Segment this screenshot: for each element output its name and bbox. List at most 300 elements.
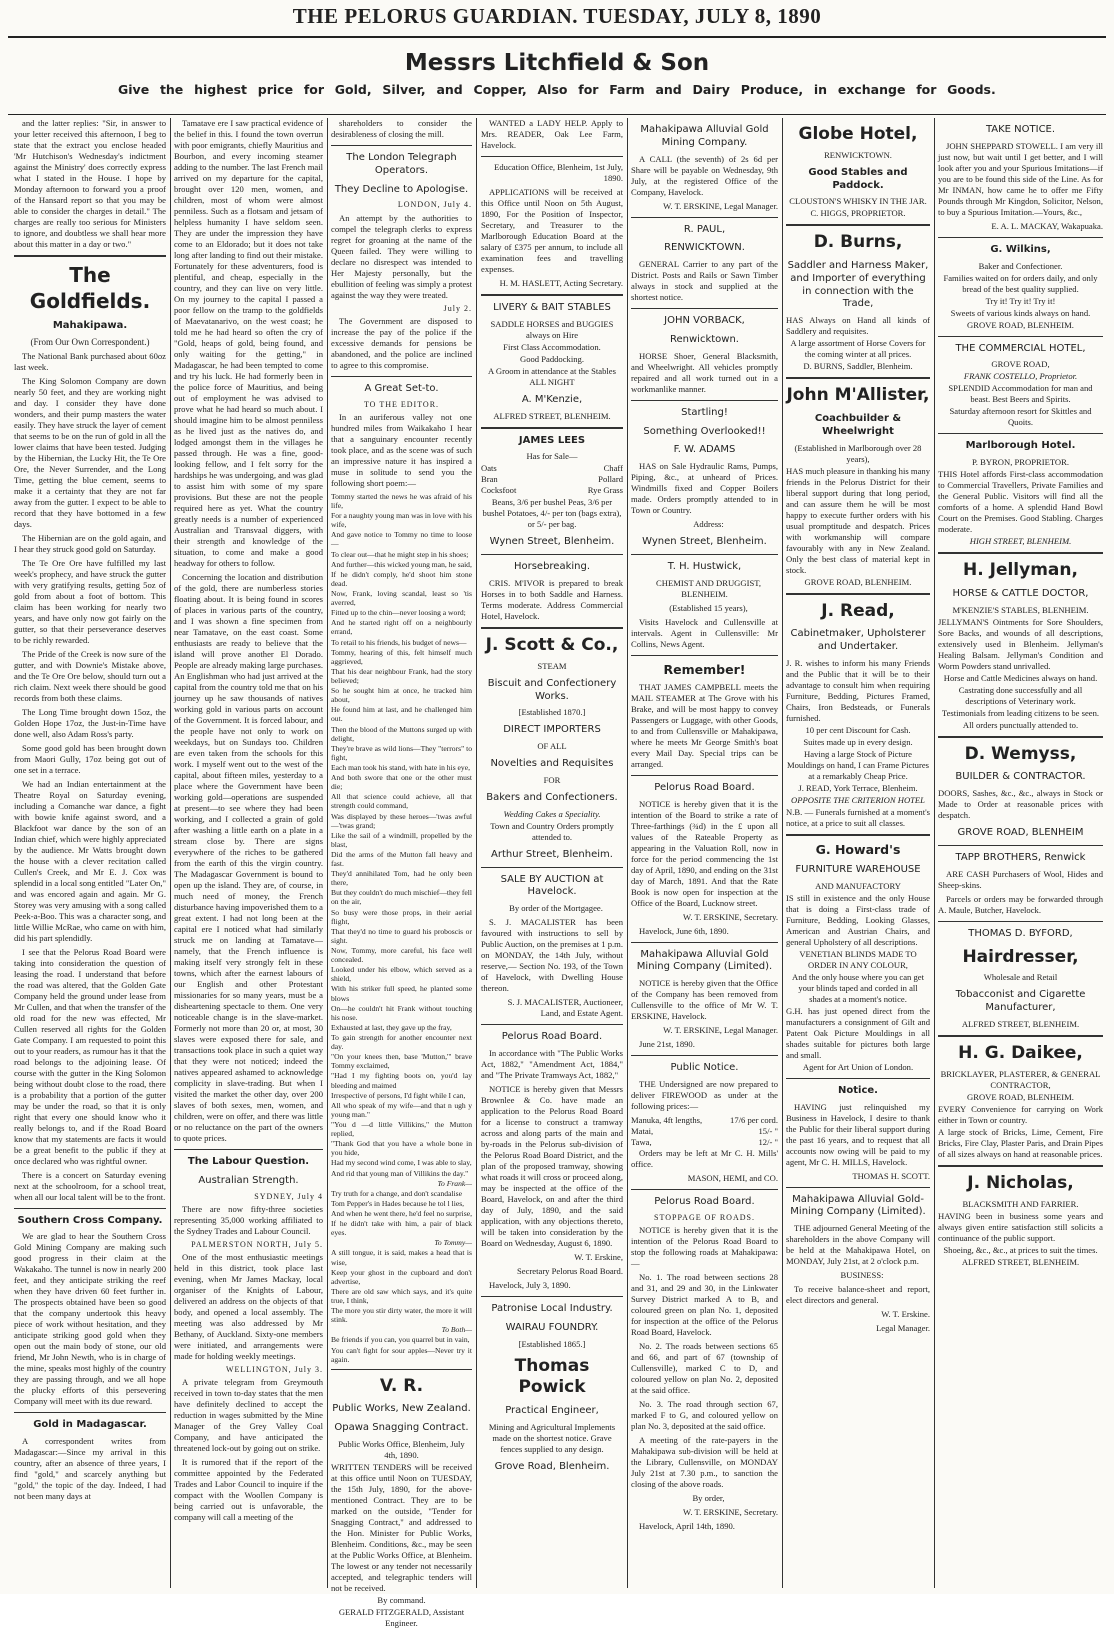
article-text: One of the most enthusiastic meetings held in this district, took place last evening, when Mr James Mackay, local organiser of the Knights of Labour, delivered an address on the objects of that body, and opened a local assembly. The meeting was also addressed by Mr Bethany, of Auckland. Sixty-one members were initiated, and arrangements were made for holding weekly meetings. <box>174 1252 323 1362</box>
ad-address: ALFRED STREET, BLENHEIM. <box>961 1256 1080 1267</box>
article-text: The National Bank purchased about 60oz last week. <box>14 350 166 372</box>
ad-text: GROVE ROAD, <box>991 359 1050 370</box>
ad-dateline: Havelock, April 14th, 1890. <box>639 1520 735 1531</box>
road-item: No. 2. The roads between sections 65 and 66, and part of 67 (township of Cullensville), marked C to D, and coloured yellow on plan No. 2, deposited at the said office. <box>631 1340 778 1395</box>
ad-dateline: Public Works Office, Blenheim, July 4th, 1890. <box>338 1439 465 1461</box>
poem-line: Then the blood of the Muttons surged up with delight, <box>331 724 472 743</box>
poem-line: That his dear neighbour Frank, had the story believed; <box>331 666 472 685</box>
ad-heading: Startling! <box>681 406 728 418</box>
poem-line: Tommy, hearing of this, felt himself much aggrieved, <box>331 647 472 666</box>
ad-subheading: HORSE & CATTLE DOCTOR, <box>952 587 1089 599</box>
grain-item: Chaff <box>603 463 623 474</box>
ad-subheading: WAIRAU FOUNDRY. <box>505 1321 599 1333</box>
ad-text: HAVING just relinquished my Business in Havelock, I desire to thank the Public for their liberal support during the past 16 years, and to request that all accounts now owing will be paid to my agent, Mr C. H. MILLS, Havelock. <box>786 1101 930 1167</box>
divider <box>481 1024 623 1025</box>
tag-word: exchange <box>837 82 906 97</box>
ad-text: And the only house where you can get your blinds taped and corded in all shades at a moment's notice. <box>792 971 924 1004</box>
ad-heading: Mahakipawa Alluvial Gold-Mining Company (Limited). <box>790 1193 926 1218</box>
ad-address: ALFRED STREET, BLENHEIM. <box>961 1019 1080 1030</box>
ad-heading: Pelorus Road Board. <box>501 1031 603 1043</box>
ad-text: Sweets of various kinds always on hand. <box>950 307 1091 318</box>
ad-heading: LIVERY & BAIT STABLES <box>493 302 611 313</box>
poem-line: Tommy started the news he was afraid of his life, <box>331 491 472 510</box>
ad-text: THAT JAMES CAMPBELL meets the MAIL STEAMER at The Grove with his Brake, and will be most happy to convey Passengers or Luggage, with other Goods, to and from Cullensville or Mahakipawa, where he meets Mr George Smith's boat every Mail Day. Special trips can be arranged. <box>631 681 778 769</box>
ad-signature: W. T. ERSKINE, Secretary. <box>683 1506 778 1517</box>
grain-row <box>481 485 623 496</box>
poem-line: Now, Tommy, more careful, his face well concealed. <box>331 946 472 965</box>
ad-text: BUSINESS: <box>840 1270 884 1281</box>
tag-word: and <box>436 82 463 97</box>
ad-signature: Secretary Pelorus Road Board. <box>517 1265 623 1276</box>
wood-type: Tawa, <box>631 1136 652 1147</box>
ad-address: Grove Road, Blenheim. <box>494 1460 610 1472</box>
divider <box>938 336 1103 337</box>
ad-address: Arthur Street, Blenheim. <box>491 848 613 860</box>
article-heading: Southern Cross Company. <box>17 1214 163 1226</box>
column-4 <box>481 118 623 1588</box>
divider <box>786 593 930 595</box>
ad-heading: D. Wemyss, <box>964 743 1077 764</box>
howard-advertisement <box>786 842 930 1073</box>
ad-text: Parcels or orders may be forwarded through A. Maule, Butcher, Havelock. <box>938 893 1103 915</box>
divider <box>631 1055 778 1056</box>
divider <box>631 217 778 218</box>
article-text: The Pride of the Creek is now sure of the gutter, and with Downie's Mistake above, and the Te Ore Ore below, should turn out a rich claim. Next week there should be good records from both these claims. <box>14 648 166 703</box>
poem-line: Tom Pepper's in Hades because he tol l lies, <box>331 1198 465 1208</box>
divider <box>938 237 1103 238</box>
divider <box>938 736 1103 738</box>
ad-heading: Globe Hotel, <box>798 124 918 144</box>
ad-address: GROVE ROAD, BLENHEIM. <box>967 1091 1074 1102</box>
ad-text: Agent for Art Union of London. <box>802 1061 914 1072</box>
poem-line: And gave notice to Tommy no time to loose— <box>331 530 472 549</box>
ad-text: Address: <box>693 519 724 530</box>
read-advertisement <box>786 601 930 829</box>
marlborough-hotel-advertisement <box>938 440 1103 547</box>
ad-heading: Mahakipawa Alluvial Gold Mining Company. <box>640 124 769 148</box>
ad-text: To receive balance-sheet and report, elect directors and general. <box>786 1284 930 1306</box>
poem-line: There are old saw which says, and it's quite true, I think, <box>331 1286 472 1305</box>
ad-text: Wedding Cakes a Speciality. <box>503 808 601 819</box>
ad-dateline: Havelock, June 6th, 1890. <box>639 925 729 936</box>
wood-price: 12/- " <box>758 1136 778 1147</box>
column-rule <box>627 118 628 1588</box>
ad-text: THIS Hotel affords First-class accommodation to Commercial Travellers, Private Families and the General Public. Visitors will find all the comforts of a home. A splendid Hand Bowl Court on the Premises. Good Stabling. Charges moderate. <box>938 469 1103 535</box>
ad-address: GROVE ROAD, BLENHEIM <box>957 827 1084 839</box>
poem-line: To retail to his friends, his budget of news— <box>331 637 467 647</box>
dateline: SYDNEY, July 4 <box>254 1191 323 1201</box>
ad-signature: D. BURNS, Saddler, Blenheim. <box>803 361 913 372</box>
ad-text: First Class Accommodation. <box>503 341 601 352</box>
article-text: There is a concert on Saturday evening next at the schoolroom, for a school treat, when all our local talent will be to the front. <box>14 1169 166 1202</box>
jellyman-advertisement <box>938 560 1103 731</box>
divider <box>481 156 623 157</box>
masthead: THE PELORUS GUARDIAN. TUESDAY, JULY 8, 1890 <box>292 4 822 28</box>
ad-subheading: Opawa Snagging Contract. <box>334 1422 469 1434</box>
ad-text: JELLYMAN'S Ointments for Sore Shoulders, Sore Backs, and wounds of all descriptions, extensively used in Blenheim. Jellyman's Healing Balsam. Jellyman's Condition and Worm Powders stand unrivalled. <box>938 616 1103 671</box>
ad-text: S. J. MACALISTER has been favoured with instructions to sell by Public Auction, on the premises at 1 p.m. on MONDAY, the 14th July, without reserve,— Section No. 193, of the Town of Havelock, with Dwelling House thereon. <box>481 917 623 994</box>
ad-heading: J. Nicholas, <box>967 1172 1074 1193</box>
ad-text: Testimonials from leading citizens to be seen. <box>941 707 1100 718</box>
ad-signature: W. T. Erskine, <box>574 1251 623 1262</box>
ad-address: GROVE ROAD, BLENHEIM. <box>804 576 912 587</box>
article-text: We had an Indian entertainment at the Theatre Royal on Saturday evening, including a Comanche war dance, a fight with bowie knife against sword, and a Blackfoot war dance by the son of an Indian chief, which were highly appreciated by the audience. Mr Watts brought down the house with a clever recitation called Cullen's Creek, and Mr E. J. Cox was splendid in a local song entitled "Later On," and was encored again and again. Mr G. Storey was very amusing with a song called Peek-a-Boo. This was a character song, and little Willie McRae, who came on with him, did his part splendidly. <box>14 778 166 943</box>
ad-heading: T. H. Hustwick, <box>667 560 742 572</box>
ad-subheading: Renwicktown. <box>670 333 739 345</box>
ad-text: Families waited on for orders daily, and only bread of the best quality supplied. <box>943 272 1098 294</box>
public-works-advertisement <box>331 1376 472 1629</box>
ad-subheading: Good Stables and Paddock. <box>808 166 908 191</box>
divider <box>631 554 778 555</box>
divider <box>786 377 930 379</box>
grain-row <box>481 463 623 474</box>
tag-word: for <box>303 82 325 97</box>
ad-text: HAVING been in business some years and always given entire satisfaction still solicits a continuance of the public support. <box>938 1210 1103 1243</box>
column-rule <box>782 118 783 1588</box>
article-heading: The London Telegraph Operators. <box>346 152 457 176</box>
divider <box>631 655 778 656</box>
wood-price: 15/- " <box>758 1125 778 1136</box>
ad-text: A meeting of the rate-payers in the Mahakipawa sub-division will be held at the Library, Cullensville, on MONDAY July 21st at 7.30 p.m., to sanction the closing of the above roads. <box>631 1434 778 1489</box>
ad-subheading: FURNITURE WAREHOUSE <box>795 863 921 875</box>
ad-signature: W. T. ERSKINE, Legal Manager. <box>663 200 778 211</box>
ad-text: Visits Havelock and Cullensville at intervals. Agent in Cullensville: Mr Collins, News Agent. <box>631 616 778 649</box>
ad-heading: Notice. <box>838 1084 878 1096</box>
poem-line: Be friends if you can, you quarrel but in vain, <box>331 1335 470 1345</box>
tag-word: Goods. <box>947 82 996 97</box>
ad-subheading: Tobacconist and Cigarette Manufacturer, <box>955 989 1086 1014</box>
tag-word: Dairy <box>692 82 730 97</box>
poem-line: To gain strength for another encounter next day. <box>331 1033 472 1052</box>
ad-heading: Mahakipawa Alluvial Gold Mining Company (Limited). <box>636 948 773 973</box>
ad-text: NOTICE is hereby given that the Office of the Company has been removed from Cullensville to the office of Mr W. T. ERSKINE, Havelock. <box>631 978 778 1022</box>
article-heading: The Goldfields. <box>29 263 151 313</box>
article-text: The Government are disposed to increase the pay of the police if the excessive demands for pensions be abandoned, and the police are inclined to agree to this compromise. <box>331 315 472 370</box>
ad-text: Town and Country Orders promptly attended to. <box>490 820 614 842</box>
ad-address: GROVE ROAD, BLENHEIM. <box>967 319 1074 330</box>
column-rule <box>327 118 328 1588</box>
grain-item: Pollard <box>598 474 623 485</box>
poem-line: The more you stir dirty water, the more it will stink. <box>331 1306 472 1325</box>
ad-heading: TAKE NOTICE. <box>985 124 1056 135</box>
ad-text: Baker and Confectioner. <box>978 260 1063 271</box>
lees-advertisement <box>481 435 623 550</box>
ad-text: NOTICE is hereby given that Messrs Brownlee & Co. have made an application to the Pelorus Road Board for a license to construct a tramway across and along parts of the main and by-roads in the Pelorus sub-division of the Pelorus Road Board District, and the plan of the proposed tramway, showing what roads it will cross or proceed along, may be inspected at the office of the Board, Havelock, on and after the third day of July, 1890, and the said application, with any objections thereto, will be taken into consideration by the Board on Wednesday, August 6, 1890. <box>481 1083 623 1248</box>
ad-text: [Established 1865.] <box>518 1338 586 1349</box>
road-item: No. 1. The road between sections 28 and 31, and 29 and 30, in the Linkwater Survey District marked A to B, and coloured green on plan No. 1, deposited for inspection at the office of the Pelorus Road Board, Havelock. <box>631 1271 778 1337</box>
poem-line: Did the arms of the Mutton fall heavy and fast. <box>331 849 472 869</box>
poem-address: To Tommy— <box>434 1238 472 1248</box>
banner-title: Messrs Litchfield & Son <box>404 50 710 76</box>
divider <box>938 433 1103 434</box>
ad-text: G.H. has just opened direct from the manufacturers a consignment of Gilt and Patent Oak Picture Mouldings in all shades suitable for pictures both large and small. <box>786 1005 930 1060</box>
ad-subheading: Biscuit and Confectionery Works. <box>487 677 617 702</box>
dateline: WELLINGTON, July 3. <box>225 1365 323 1375</box>
ad-text: ARE CASH Purchasers of Wool, Hides and Sheep-skins. <box>938 868 1103 890</box>
article-text: Some good gold has been brought down from Maori Gully, 17oz being got out of one set in a terrace. <box>14 742 166 775</box>
divider <box>631 308 778 309</box>
ad-text: FOR <box>543 774 561 785</box>
ad-dateline: June 21st, 1890. <box>639 1039 695 1050</box>
divider <box>331 376 472 377</box>
ad-text: Good Paddocking. <box>520 353 584 364</box>
dateline: LONDON, July 4. <box>397 200 472 210</box>
ad-text: HAS much pleasure in thanking his many friends in the Pelorus District for their liberal support during that long period, and can assure them he will be most happy to execute further orders with his usual promptitude and despatch. Prices with workmanship will compare favourably with any in New Zealand. Only the best class of material kept in stock. <box>786 465 930 575</box>
poem-address: To Both— <box>441 1325 472 1335</box>
road-item: No. 3. The road through section 67, marked F to G, and coloured yellow on plan No. 3, deposited at the said office. <box>631 1398 778 1431</box>
poem-line: "Thank God that you have a whole bone in you hide, <box>331 1139 472 1158</box>
poem-line: And when he went there, he'd feel no surprise, <box>331 1208 472 1218</box>
ad-subheading: Novelties and Requisites <box>490 758 614 770</box>
tag-word: Copper, <box>473 82 527 97</box>
poem-line: Like the sail of a windmill, propelled by the blast, <box>331 830 472 849</box>
ad-heading: V. R. <box>379 1375 424 1396</box>
ad-text: VENETIAN BLINDS MADE TO ORDER IN ANY COLOUR, <box>799 948 917 970</box>
ad-subheading: Bakers and Confectioners. <box>486 791 618 803</box>
divider <box>481 554 623 555</box>
ad-text: N.B. — Funerals furnished at a moment's notice, at a price to suit all classes. <box>786 806 930 828</box>
ad-text: Having a large Stock of Picture Mouldings on hand, I can Frame Pictures at a remarkably Cheap Price. <box>786 748 929 781</box>
ad-text: [Established 1870.] <box>518 707 586 718</box>
ad-subheading: Something Overlooked!! <box>643 425 766 437</box>
ad-name: A. M'Kenzie, <box>521 393 583 405</box>
article-text: shareholders to consider the desirableness of closing the mill. <box>331 118 472 139</box>
ad-text: Beans, 3/6 per bushel Peas, 3/6 per bushel Potatoes, 4/- per ton (bags extra), or 5/- per bag. <box>482 497 622 530</box>
ad-text: THE adjourned General Meeting of the shareholders in the above Company will be held at the Mahakipawa Hotel, on MONDAY, July 21st, at 2 o'clock p.m. <box>786 1223 930 1267</box>
ad-heading: Remember! <box>663 661 746 677</box>
ad-dateline: Education Office, Blenheim, 1st July, 1890. <box>494 162 623 183</box>
article-text: It is rumored that if the report of the committee appointed by the Federated Trades and Labor Council to inquire if the compact with the Woollen Company is being carried out is unfavorable, the company will call a meeting of the <box>174 1457 323 1523</box>
byline: (From Our Own Correspondent.) <box>30 336 150 347</box>
poem-address: To Frank— <box>437 1178 472 1188</box>
column-2 <box>174 118 323 1588</box>
divider <box>331 1369 472 1370</box>
divider <box>938 1165 1103 1167</box>
ad-subheading: Practical Engineer, <box>505 1405 599 1416</box>
article-text: The Hibernian are on the gold again, and I hear they struck good gold on Saturday. <box>14 532 166 554</box>
ad-text: Saturday afternoon resort for Skittles and Quoits. <box>949 406 1092 428</box>
wilkins-advertisement <box>938 244 1103 331</box>
ad-subheading: Public Works, New Zealand. <box>332 1403 471 1415</box>
tag-word: Farm <box>609 82 645 97</box>
ad-text: SPLENDID Accommodation for man and beast. Best Beers and Spirits. <box>948 383 1093 405</box>
ad-subheading: BUILDER & CONTRACTOR. <box>955 771 1086 783</box>
tag-word: Silver, <box>382 82 426 97</box>
poem-line: Had my second wind come, I was able to slay, <box>331 1158 472 1168</box>
poem-line: You can't fight for sour apples—Never try it again. <box>331 1345 472 1364</box>
powick-advertisement <box>481 1303 623 1474</box>
poem-line: Fitted up to the chin—never loosing a word; <box>331 608 466 618</box>
grain-item: Rye Grass <box>587 485 623 496</box>
ad-signature: J. READ, York Terrace, Blenheim. <box>798 782 918 793</box>
burns-advertisement <box>786 232 930 372</box>
divider <box>481 294 623 296</box>
ad-text: A large stock of Bricks, Lime, Cement, Fire Bricks, Fire Clay, Plaster Paris, and Drain Pipes of all sizes always on hand at reasonable prices. <box>938 1126 1103 1159</box>
ad-heading: Public Notice. <box>670 1062 739 1074</box>
divider <box>481 627 623 629</box>
poem-line: Exhausted at last, they gave up the fray, <box>331 1022 452 1032</box>
ad-heading: D. Burns, <box>813 232 903 253</box>
poem <box>331 492 472 1364</box>
firewood-row <box>631 1115 778 1126</box>
ad-text: (Established 15 years), <box>669 602 748 613</box>
poem-line: He found him at last, and he challenged him out. <box>331 705 472 724</box>
grain-item: Bran <box>481 474 498 485</box>
ad-text: HAS on Sale Hydraulic Rams, Pumps, Piping, &c., at unheard of Prices. Windmills fixed and Copper Boilers made. Orders promptly attended to in Town or Country. <box>631 461 778 516</box>
ad-heading: J. Scott & Co., <box>485 634 619 655</box>
article-text: Concerning the location and distribution of the gold, there are numberless stories floating about. It is being found in scores of places in various parts of the country, and I was shown a fine specimen from near Tamatave, on the east coast. Some enthusiasts are ready to believe that the island will prove another El Dorado. People are already making large purchases. An Englishman who had just arrived at the capital from the country told me that on his journey up he saw thousands of natives working gold in various parts on account of the Government. It is forced labour, and the people have not only to work on weekdays, but on Sundays too. Children are even taken from the schools for this work. I myself went out to the west of the capital, about fifteen miles, yesterday to a place where the Government have been working gold—operations are suspended at present—to see where they had been working, and I collected a grain of gold after washing a little earth on a plate in a stream close by. There are signs everywhere of the riches to be gathered from the earth of this the virgin country. The Madagascar Government is bound to open up the island. They are, of course, in much need of money, the French disturbance having impoverished them to a great extent. I had not long been at the capital ere I noticed what had similarly struck me on landing at Tamatave—namely, that the French influence is making itself very strongly felt in these towns, which after the earnest labours of our English and other Protestant missionaries for so many years, must be a disheartening spectacle to them. One very noticeable change is in the slave-market. Formerly not more than 20 or, at most, 30 slaves were exposed there for sale, and transactions took place in such a quiet way that they were not noticed; indeed the natives appeared ashamed to acknowledge complicity in slave-trading. But when I visited the market the other day, over 200 slaves of both sexes, men, women, and children, were on offer, and there was little or no reluctance on the part of the owners to quote prices. <box>174 572 323 1143</box>
poem-line: So he sought him at once, he tracked him about, <box>331 686 472 705</box>
ad-text: Orders may be left at Mr C. H. Mills' office. <box>631 1147 778 1169</box>
article-text: Tamatave ere I saw practical evidence of the belief in this. I found the town overrun with poor emigrants, chiefly Mauritius and Bourbon, and every incoming steamer adding to the number. The last French mail arrived on my departure for the capital, brought over 120 men, women, and children, most of whom were almost penniless. Such as a flotsam and jetsam of helpless humanity I have seldom seen. They are under the impression they have come to an Eldorado; but it does not take long after landing to find out their mistake. Fortunately for these adventurers, food is plentiful, and cheap, especially in the country, and they can live on very little. On my journey to the capital I passed a poor fellow on the tramp to the goldfields of Maevatanarivo, on the west coast; he told me he had heard so often the cry of "Gold, heaps of gold, being found, and only waiting for the getting," in Madagascar, he had been tempted to come and try his luck. He had formerly been in the police force of Mauritius, and being out of employment he was advised to prove what he had heard so much about. I should imagine him to be almost penniless as he lived just as the natives do, and lodged amongst them in the villages he passed through. He was a fine, good-looking fellow, and I felt sorry for the hardships he was undergoing, and was glad to assist him with some of my spare provisions. But these are not the people required here as yet. What the country greatly needs is a number of experienced Australian and Transvaal diggers, with their strength and knowledge of the situation, to come and make a good headway for others to follow. <box>174 118 324 568</box>
divider <box>786 1078 930 1079</box>
article-text: and the latter replies: "Sir, in answer to your letter received this afternoon, I beg to state that the extract you enclose headed 'Mr Hutchison's Wednesday's indictment against the Ministry' does correctly express what I stated in the House. I hope by Monday afternoon to forward you a proof of the Hansard report so that you may be able to consider the charges in detail." The charges are really too serious for Ministers to ignore, and doubtless we shall hear more about this matter in a day or two." <box>14 118 166 249</box>
poem-line: All who speak of my wife—and that n ugh y young man." <box>331 1100 472 1119</box>
ad-text: J. R. wishes to inform his many Friends and the Public that it will be to their advantage to consult him when requiring Furniture, Bedding, Pictures Framed, Chairs, Iron Bedsteads, or Funerals furnished. <box>786 657 930 723</box>
poem-line: If he didn't take with him, a pair of black eyes. <box>331 1219 472 1238</box>
banner-advertisement <box>8 38 1106 115</box>
firewood-row <box>631 1126 778 1137</box>
ad-text: A Groom in attendance at the Stables ALL NIGHT <box>488 365 616 387</box>
ad-text: A large assortment of Horse Covers for the coming winter at all prices. <box>790 338 926 360</box>
ad-text: STEAM <box>537 660 567 671</box>
article-text: The Long Time brought down 15oz, the Golden Hope 17oz, the Just-in-Time have done well, also Adam Ross's party. <box>14 706 166 739</box>
article-heading: The Labour Question. <box>187 1156 310 1167</box>
divider <box>786 1187 930 1188</box>
divider <box>786 224 930 226</box>
ad-address: HIGH STREET, BLENHEIM. <box>969 536 1072 547</box>
ad-text: OF ALL <box>537 741 567 752</box>
ad-text: BRICKLAYER, PLASTERER, & GENERAL CONTRACTOR, <box>940 1068 1101 1090</box>
ad-text: WANTED a LADY HELP. Apply to Mrs. READER, Oak Lee Farm, Havelock. <box>481 118 623 150</box>
ad-subheading: STOPPAGE OF ROADS. <box>654 1212 755 1222</box>
poem-line: Keep your ghost in the cupboard and don't advertise, <box>331 1267 472 1286</box>
ad-subheading: Cabinetmaker, Upholsterer and Undertaker. <box>790 628 926 653</box>
divider <box>481 867 623 868</box>
ad-heading: Marlborough Hotel. <box>965 440 1076 452</box>
article-text: There are now fifty-three societies representing 35,000 working affiliated to the Sydney Trades and Labour Council. <box>174 1203 323 1236</box>
ad-heading: THE COMMERCIAL HOTEL, <box>955 342 1086 354</box>
ad-text: Castrating done successfully and all descriptions of Veterinary work. <box>958 684 1083 706</box>
ad-text: Has for Sale— <box>526 451 578 462</box>
tag-word: Gold, <box>334 82 372 97</box>
column-6 <box>786 118 930 1588</box>
article-text: A private telegram from Greymouth received in town to-day states that the men have definitely declined to accept the reduction in wages submitted by the Mine Manager of the Grey Valley Coal Company, and have anticipated the threatened lock-out by going out on strike. <box>174 1377 323 1454</box>
article-subheading: Australian Strength. <box>198 1174 299 1186</box>
divider <box>631 1189 778 1190</box>
poem-line: So busy were those props, in their aerial flight, <box>331 907 472 926</box>
globe-hotel-advertisement <box>786 124 930 219</box>
ad-text: Wholesale and Retail <box>983 972 1058 983</box>
column-rule <box>934 118 935 1588</box>
poem-line: A still tongue, it is said, makes a head that is wise, <box>331 1248 472 1267</box>
ad-signature: W. T. ERSKINE, Legal Manager. <box>663 1025 778 1036</box>
ad-text: CRIS. M'IVOR is prepared to break Horses in to both Saddle and Harness. Terms moderate. Address Commercial Hotel, Havelock. <box>481 577 623 621</box>
tag-word: the <box>159 82 184 97</box>
poem-line: "You d —d little Villikins," the Mutton replied, <box>331 1120 472 1139</box>
livery-advertisement <box>481 302 623 422</box>
ad-name: F. W. ADAMS <box>673 444 736 456</box>
article-text: A correspondent writes from Madagascar:—Since my arrival in this country, after an absence of three years, I find "gold," and scarcely anything but "gold," the topic of the day. Indeed, I had not been many days at <box>14 1436 166 1502</box>
column-3 <box>331 118 472 1629</box>
ad-text: NOTICE is hereby given that it is the intention of the Pelorus Road Board to stop the following roads at Mahakipawa:— <box>631 1224 778 1268</box>
ad-heading: G. Howard's <box>815 841 901 857</box>
ad-heading: JAMES LEES <box>518 434 586 446</box>
ad-heading: H. G. Daikee, <box>958 1043 1083 1064</box>
ad-text: (Established in Marlborough over 28 years), <box>794 442 922 464</box>
grain-item: Cocksfoot <box>481 485 517 496</box>
divider <box>938 845 1103 846</box>
poem-line: For a naughty young man was in love with his wife, <box>331 511 472 530</box>
poem-line: They're brave as wild lions—They "terrors" to fight, <box>331 743 472 762</box>
ad-text: HORSE Shoer, General Blacksmith, and Wheelwright. All vehicles promptly repaired and all work turned out in a workmanlike manner. <box>631 350 778 394</box>
ad-signature: W. T. Erskine. <box>881 1309 930 1320</box>
ad-text: CLOUSTON'S WHISKY IN THE JAR. <box>789 196 927 207</box>
ad-heading: Horsebreaking. <box>513 561 591 573</box>
article-text: In an auriferous valley not one hundred miles from Waikakaho I hear that a sanguinary encounter recently took place, and as the scene was of such an impressive nature it has inspired a muse in solitude to send you the following short poem:— <box>331 411 472 488</box>
tag-word: Produce, <box>740 82 804 97</box>
ad-heading: G. Wilkins, <box>990 243 1051 255</box>
ad-text: DOORS, Sashes, &c., &c., always in Stock or Made to Order at reasonable prices with despatch. <box>938 788 1103 821</box>
daikee-advertisement <box>938 1043 1103 1160</box>
ad-heading: SALE BY AUCTION at Havelock. <box>500 873 604 898</box>
ad-name: Thomas Powick <box>514 1355 590 1398</box>
ad-text: JOHN SHEPPARD STOWELL. I am very ill just now, but wait until I get better, and I will look after you and your Spurious Imitations—if you are to be found this side of the Line. As for Mr INMAN, how came he to offer me Fifty Pounds through Mr Kingdon, Solicitor, Nelson, to buy a Spurious Imitation.—Yours, &c., <box>938 140 1103 217</box>
ad-text: FRANK COSTELLO, Proprietor. <box>963 371 1078 382</box>
divider <box>331 145 472 146</box>
ad-signature: Legal Manager. <box>876 1323 930 1334</box>
tag-word: highest <box>194 82 247 97</box>
ad-text: In accordance with "The Public Works Act, 1882," "Amendment Act, 1884," and "The Private Tramways Act, 1882," <box>481 1047 623 1080</box>
divider <box>174 1149 323 1150</box>
column-1 <box>14 118 166 1588</box>
ad-dateline: Havelock, July 3, 1890. <box>489 1279 571 1290</box>
article-heading: Gold in Madagascar. <box>33 1419 147 1431</box>
tag-word: Give <box>118 82 150 97</box>
ad-subheading: DIRECT IMPORTERS <box>503 724 601 736</box>
ad-signature: THOMAS H. SCOTT. <box>852 1170 930 1181</box>
banner-tagline <box>118 82 996 97</box>
ad-heading: THOMAS D. BYFORD, <box>968 927 1073 939</box>
scott-advertisement <box>481 635 623 862</box>
divider <box>14 1208 166 1209</box>
ad-text: IS still in existence and the only House that is doing a First-class trade of Furniture, Bedding, Looking Glasses, American and Austrian Chairs, and general Upholstery of all descriptions. <box>786 892 930 947</box>
ad-signature: E. A. L. MACKAY, Wakapuaka. <box>991 220 1103 231</box>
ad-address: ALFRED STREET, BLENHEIM. <box>493 410 611 421</box>
article-text: We are glad to hear the Southern Cross Gold Mining Company are making such good progress in their claim at the Wakakaho. The tunnel is now in nearly 200 feet, and they anticipate striking the reef when they have driven 60 feet further in. The prospects obtained have been so good that the company undertook this heavy piece of work without hesitation, and they anticipate striking good gold when they open out the main body of stone, our old friend, Mr John Newth, who is in charge of the mine, speaks most highly of the country they are passing through, and we all hope the plucky efforts of this persevering Company will meet with its due reward. <box>14 1231 166 1407</box>
ad-signature: S. J. MACALISTER, Auctioneer, Land, and Estate Agent. <box>507 997 623 1019</box>
ad-text: P. BYRON, PROPRIETOR. <box>971 457 1070 468</box>
tag-word: Also <box>537 82 568 97</box>
ad-text: All orders punctually attended to. <box>962 719 1079 730</box>
divider <box>14 255 166 257</box>
tag-word: and <box>655 82 682 97</box>
poem-line: Looked under his elbow, which served as a shield, <box>331 965 472 984</box>
divider <box>631 775 778 776</box>
column-rule <box>476 118 477 1588</box>
ad-text: By command. <box>377 1595 426 1606</box>
ad-signature: GERALD FITZGERALD, Assistant Engineer. <box>338 1607 465 1629</box>
poem-line: All that science could achieve, all that strength could command, <box>331 792 472 811</box>
tag-word: price <box>257 82 294 97</box>
divider <box>481 1296 623 1297</box>
ad-heading: H. Jellyman, <box>963 560 1078 581</box>
poem-line: But they couldn't do much mischief—they fell on the air, <box>331 888 472 907</box>
ad-heading: Pelorus Road Board. <box>654 1195 755 1207</box>
poem-line: "Had I my fighting boots on, you'd lay bleeding and maimed <box>331 1071 472 1090</box>
wemyss-advertisement <box>938 744 1103 840</box>
ad-text: EVERY Convenience for carrying on Work either in Town or country. <box>938 1103 1103 1125</box>
